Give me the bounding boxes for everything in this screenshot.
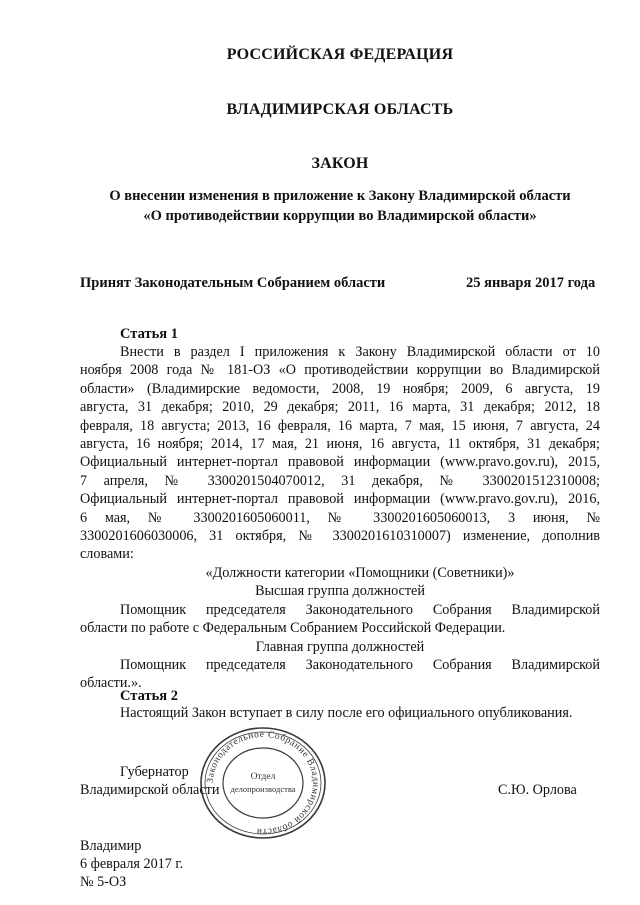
article1-line: 7 апреля, № 3300201504070012, 31 декабря, № 3300201512310008; (80, 472, 600, 489)
law-title-line2: «О противодействии коррупции во Владимирской области» (143, 208, 537, 224)
article1-line: 3300201606030006, 31 октября, № 3300201610310007) изменение, дополнив (80, 528, 600, 545)
signatory-name: С.Ю. Орлова (498, 782, 577, 798)
group-main: Главная группа должностей (255, 638, 425, 655)
article1-line: 6 мая, № 3300201605060011, № 3300201605060013, 3 июня, № (80, 509, 600, 526)
article1-line: ноября 2008 года № 181-ОЗ «О противодействии коррупции во Владимирской (80, 362, 600, 379)
article1-line: февраля, 18 августа; 2013, 16 февраля, 16 марта, 7 мая, 15 июня, 7 августа, 24 (80, 417, 600, 434)
article1-body (80, 343, 600, 693)
footer-date: 6 февраля 2017 г. (80, 856, 184, 872)
signatory-title-line1: Губернатор (120, 764, 189, 780)
doc-type-heading: ЗАКОН (311, 155, 369, 172)
position2-line1: Помощник председателя Законодательного Собрания Владимирской (120, 656, 600, 673)
footer-number: № 5-ОЗ (80, 874, 127, 890)
article2-heading: Статья 2 (120, 688, 178, 704)
article1-line: Внести в раздел I приложения к Закону Владимирской области от 10 (120, 344, 600, 360)
article1-line: словами: (80, 546, 134, 563)
seal-ring-text: Законодательное Собрание Владимирской области (205, 729, 321, 837)
seal-center-line1: Отдел (250, 772, 276, 782)
law-title-line1: О внесении изменения в приложение к Закону Владимирской области (109, 188, 571, 204)
article2-text: Настоящий Закон вступает в силу после его официального опубликования. (120, 705, 573, 721)
footer-city: Владимир (80, 838, 142, 854)
adoption-date: 25 января 2017 года (466, 275, 596, 291)
seal-center-line2: делопроизводства (230, 784, 296, 794)
article1-heading: Статья 1 (120, 326, 178, 342)
position2-line2: области.». (80, 675, 142, 692)
article1-line: августа, 31 декабря; 2010, 29 декабря; 2011, 16 марта, 31 декабря; 2012, 18 (80, 399, 600, 416)
position1-line1: Помощник председателя Законодательного Собрания Владимирской (120, 601, 600, 618)
insert-heading: «Должности категории «Помощники (Советники)» (205, 564, 515, 581)
article1-line: Официальный интернет-портал правовой информации (www.pravo.gov.ru), 2016, (80, 491, 600, 508)
article1-line: Официальный интернет-портал правовой информации (www.pravo.gov.ru), 2015, (80, 454, 600, 471)
law-title (80, 186, 600, 226)
adopted-by: Принят Законодательным Собранием области (80, 275, 386, 291)
article1-line: августа, 16 ноября; 2014, 17 мая, 21 июня, 16 августа, 11 октября, 31 декабря; (80, 436, 600, 453)
group-high: Высшая группа должностей (255, 583, 425, 600)
federation-heading: РОССИЙСКАЯ ФЕДЕРАЦИЯ (226, 46, 454, 63)
signatory-title-line2: Владимирской области (80, 782, 220, 798)
position1-line2: области по работе с Федеральным Собранием Российской Федерации. (80, 620, 506, 637)
article1-line: области» (Владимирские ведомости, 2008, 19 ноября; 2009, 6 августа, 19 (80, 380, 600, 397)
region-heading: ВЛАДИМИРСКАЯ ОБЛАСТЬ (226, 101, 454, 118)
